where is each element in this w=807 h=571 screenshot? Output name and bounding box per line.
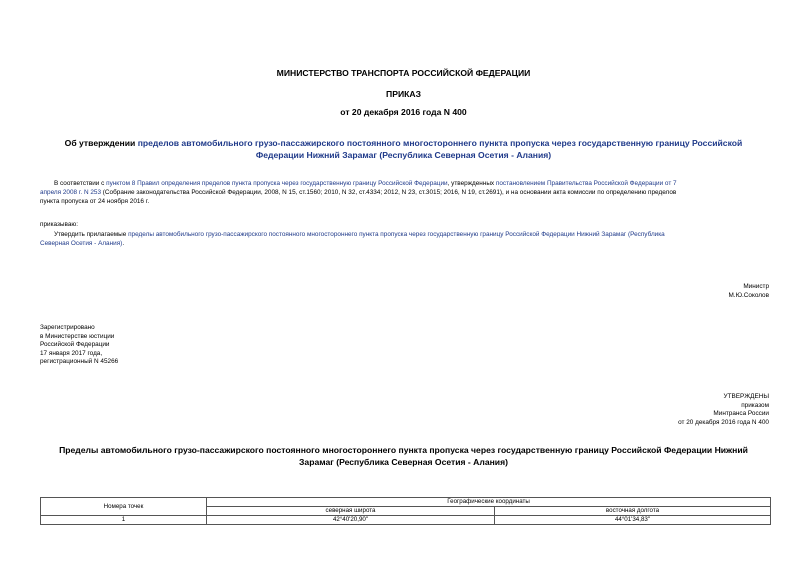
appendix-title-line-1: Пределы автомобильного грузо-пассажирского постоянного многостороннего пункта пропуска через государственную границу Российской Федерации Нижний — [59, 445, 748, 455]
resolution-link-date[interactable]: апреля 2008 г. N 253 — [40, 189, 102, 196]
title-link-continued[interactable]: Федерации Нижний Зарамаг (Республика Северная Осетия - Алания) — [255, 150, 552, 160]
approval-line-1: УТВЕРЖДЕНЫ — [723, 393, 769, 400]
approval-block — [678, 393, 769, 427]
signature-role: Министр — [743, 283, 769, 290]
header-points: Номера точек — [41, 498, 207, 516]
resolution-link[interactable]: постановлением Правительства Российской Федерации от 7 — [495, 180, 677, 187]
header-geo-coordinates: Географические координаты — [207, 498, 771, 507]
paragraph-approve — [40, 230, 771, 248]
coordinates-table — [40, 497, 771, 525]
document-title — [30, 137, 777, 161]
registration-block — [40, 324, 118, 367]
p1-text-c: (Собрание законодательства Российской Федерации, 2008, N 15, ст.1560; 2010, N 32, ст.4334; 2012, N 23, ст.3015; 2016, N 19, ст.2691), и на основании акта комиссии по определению пределов — [101, 189, 677, 196]
order-word: приказываю: — [40, 221, 78, 228]
cell-point-number: 1 — [41, 516, 207, 525]
header-latitude: северная широта — [207, 507, 495, 516]
appendix-title-line-2: Зарамаг (Республика Северная Осетия - Алания) — [299, 457, 508, 467]
limits-link[interactable]: пределы автомобильного грузо-пассажирского постоянного многостороннего пункта пропуска через государственную границу Российской Федерации Нижний Зарамаг (Республика — [128, 231, 665, 238]
title-prefix: Об утверждении — [64, 138, 138, 148]
registration-line-3: Российской Федерации — [40, 341, 110, 349]
document-date-number: от 20 декабря 2016 года N 400 — [340, 107, 467, 117]
document-type: ПРИКАЗ — [386, 89, 421, 99]
registration-line-1: Зарегистрировано — [40, 324, 95, 331]
header-longitude: восточная долгота — [495, 507, 771, 516]
cell-latitude: 42°40'20,90" — [207, 516, 495, 525]
approval-line-3: Минтранса России — [713, 410, 769, 418]
registration-line-4: 17 января 2017 года, — [40, 349, 103, 357]
title-link[interactable]: пределов автомобильного грузо-пассажирского постоянного многостороннего пункта пропуска через государственную границу Российской — [137, 138, 743, 148]
table-header-row — [41, 498, 771, 507]
approval-line-4: от 20 декабря 2016 года N 400 — [678, 418, 769, 426]
p1-text-a: В соответствии с — [54, 180, 107, 187]
cell-longitude: 44°01'34,83" — [495, 516, 771, 525]
limits-link-continued[interactable]: Северная Осетия - Алания) — [40, 240, 123, 247]
rules-link[interactable]: пунктом 8 Правил определения пределов пункта пропуска через государственную границу Российской Федерации — [106, 180, 448, 187]
paragraph-basis — [40, 179, 771, 206]
registration-line-2: в Министерстве юстиции — [40, 332, 115, 340]
table-row — [41, 516, 771, 525]
ministry-heading: МИНИСТЕРСТВО ТРАНСПОРТА РОССИЙСКОЙ ФЕДЕРАЦИИ — [276, 68, 531, 78]
registration-line-5: регистрационный N 45266 — [40, 358, 119, 366]
appendix-title — [30, 444, 777, 468]
p2-end: . — [122, 240, 125, 247]
signature-block — [728, 282, 769, 300]
approval-line-2: приказом — [741, 401, 769, 409]
p2-text-a: Утвердить прилагаемые — [54, 231, 129, 238]
signature-name: М.Ю.Соколов — [728, 292, 769, 299]
p1-text-b: , утвержденных — [447, 180, 496, 187]
p1-text-d: пункта пропуска от 24 ноября 2016 г. — [40, 198, 150, 205]
